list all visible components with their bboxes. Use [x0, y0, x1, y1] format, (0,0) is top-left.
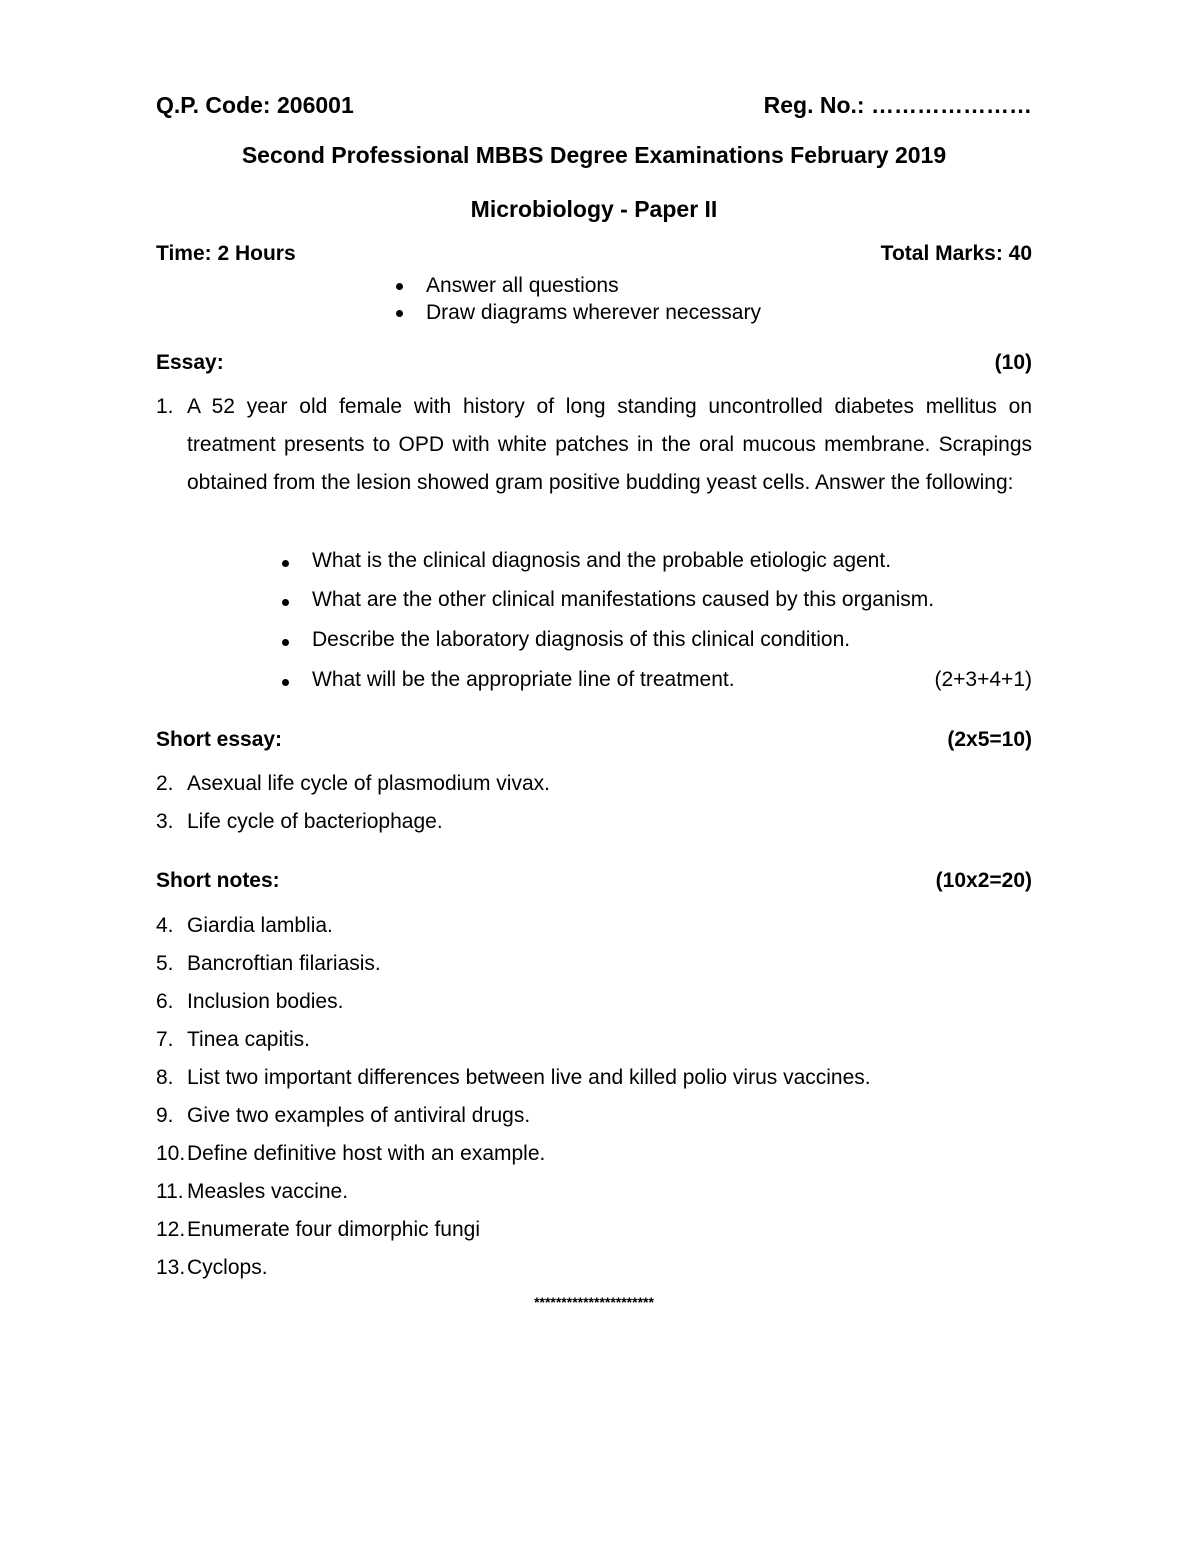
- question-text: Inclusion bodies.: [187, 990, 344, 1013]
- subquestion: [282, 588, 1032, 612]
- instruction-item: Draw diagrams wherever necessary: [396, 299, 761, 326]
- question-number: 12.: [156, 1218, 186, 1241]
- paper-title: Microbiology - Paper II: [470, 196, 718, 222]
- time-label: Time: 2 Hours: [156, 242, 296, 265]
- question-number: 2.: [156, 772, 174, 795]
- question-text: Giardia lamblia.: [187, 914, 333, 937]
- question-text: Measles vaccine.: [187, 1180, 349, 1203]
- short-essay-heading: Short essay:: [156, 728, 283, 751]
- question-text: A 52 year old female with history of long standing uncontrolled diabetes mellitus on treatment presents to OPD with white patches in the oral mucous membrane. Scrapings obtained from the lesion showed gram positive budding yeast cells. Answer the following:: [187, 395, 1032, 494]
- question-text: Bancroftian filariasis.: [187, 952, 381, 975]
- short-essay-item: [156, 772, 1032, 796]
- short-note-item: [156, 990, 1032, 1014]
- short-note-item: [156, 1104, 1032, 1128]
- short-note-item: [156, 914, 1032, 938]
- subquestion: [282, 668, 1032, 692]
- question-number: 8.: [156, 1066, 174, 1089]
- question-number: 3.: [156, 810, 174, 833]
- short-note-item: [156, 1066, 1032, 1090]
- subquestion: [282, 549, 1032, 573]
- essay-heading: Essay:: [156, 351, 224, 374]
- question-number: 10.: [156, 1142, 186, 1165]
- essay-marks: (10): [994, 351, 1032, 374]
- question-number: 9.: [156, 1104, 174, 1127]
- qp-code: Q.P. Code: 206001: [156, 92, 354, 118]
- short-essay-marks: (2x5=10): [947, 728, 1032, 751]
- question-number: 4.: [156, 914, 174, 937]
- short-note-item: [156, 952, 1032, 976]
- question-text: Give two examples of antiviral drugs.: [187, 1104, 531, 1127]
- instruction-item: Answer all questions: [396, 272, 761, 299]
- subquestion: [282, 628, 1032, 652]
- short-notes-marks: (10x2=20): [935, 869, 1032, 892]
- question-number: 5.: [156, 952, 174, 975]
- question-text: Tinea capitis.: [187, 1028, 310, 1051]
- question-text: Define definitive host with an example.: [187, 1142, 546, 1165]
- short-note-item: [156, 1028, 1032, 1052]
- question-number: 13.: [156, 1256, 186, 1279]
- time-marks-row: [156, 242, 1032, 266]
- subquestion-text: What are the other clinical manifestations caused by this organism.: [282, 588, 934, 612]
- essay-section-header: [156, 351, 1032, 375]
- short-note-item: [156, 1218, 1032, 1242]
- end-of-paper-stars: **********************: [534, 1294, 654, 1310]
- instructions-list: [396, 272, 761, 326]
- question-number: 1.: [156, 395, 174, 418]
- short-essay-item: [156, 810, 1032, 834]
- question-text: Asexual life cycle of plasmodium vivax.: [187, 772, 550, 795]
- question-text: List two important differences between live and killed polio virus vaccines.: [187, 1066, 871, 1089]
- question-number: 7.: [156, 1028, 174, 1051]
- short-notes-section-header: [156, 869, 1032, 893]
- subquestion-text: Describe the laboratory diagnosis of this clinical condition.: [282, 628, 850, 652]
- short-notes-heading: Short notes:: [156, 869, 280, 892]
- subquestion-text: What will be the appropriate line of treatment.: [282, 668, 735, 692]
- short-note-item: [156, 1142, 1032, 1166]
- question-number: 6.: [156, 990, 174, 1013]
- exam-title: Second Professional MBBS Degree Examinations February 2019: [241, 142, 947, 168]
- question-text: Enumerate four dimorphic fungi: [187, 1218, 480, 1241]
- question-1: [156, 388, 1032, 502]
- short-note-item: [156, 1256, 1032, 1280]
- question-number: 11.: [156, 1180, 184, 1203]
- question-text: Cyclops.: [187, 1256, 268, 1279]
- subquestion-text: What is the clinical diagnosis and the probable etiologic agent.: [282, 549, 891, 573]
- question-text: Life cycle of bacteriophage.: [187, 810, 443, 833]
- short-note-item: [156, 1180, 1032, 1204]
- subquestion-marks: (2+3+4+1): [934, 668, 1032, 691]
- total-marks-label: Total Marks: 40: [880, 242, 1032, 265]
- reg-no: Reg. No.: …………………: [763, 92, 1032, 118]
- header-row: [156, 92, 1032, 119]
- short-essay-section-header: [156, 728, 1032, 752]
